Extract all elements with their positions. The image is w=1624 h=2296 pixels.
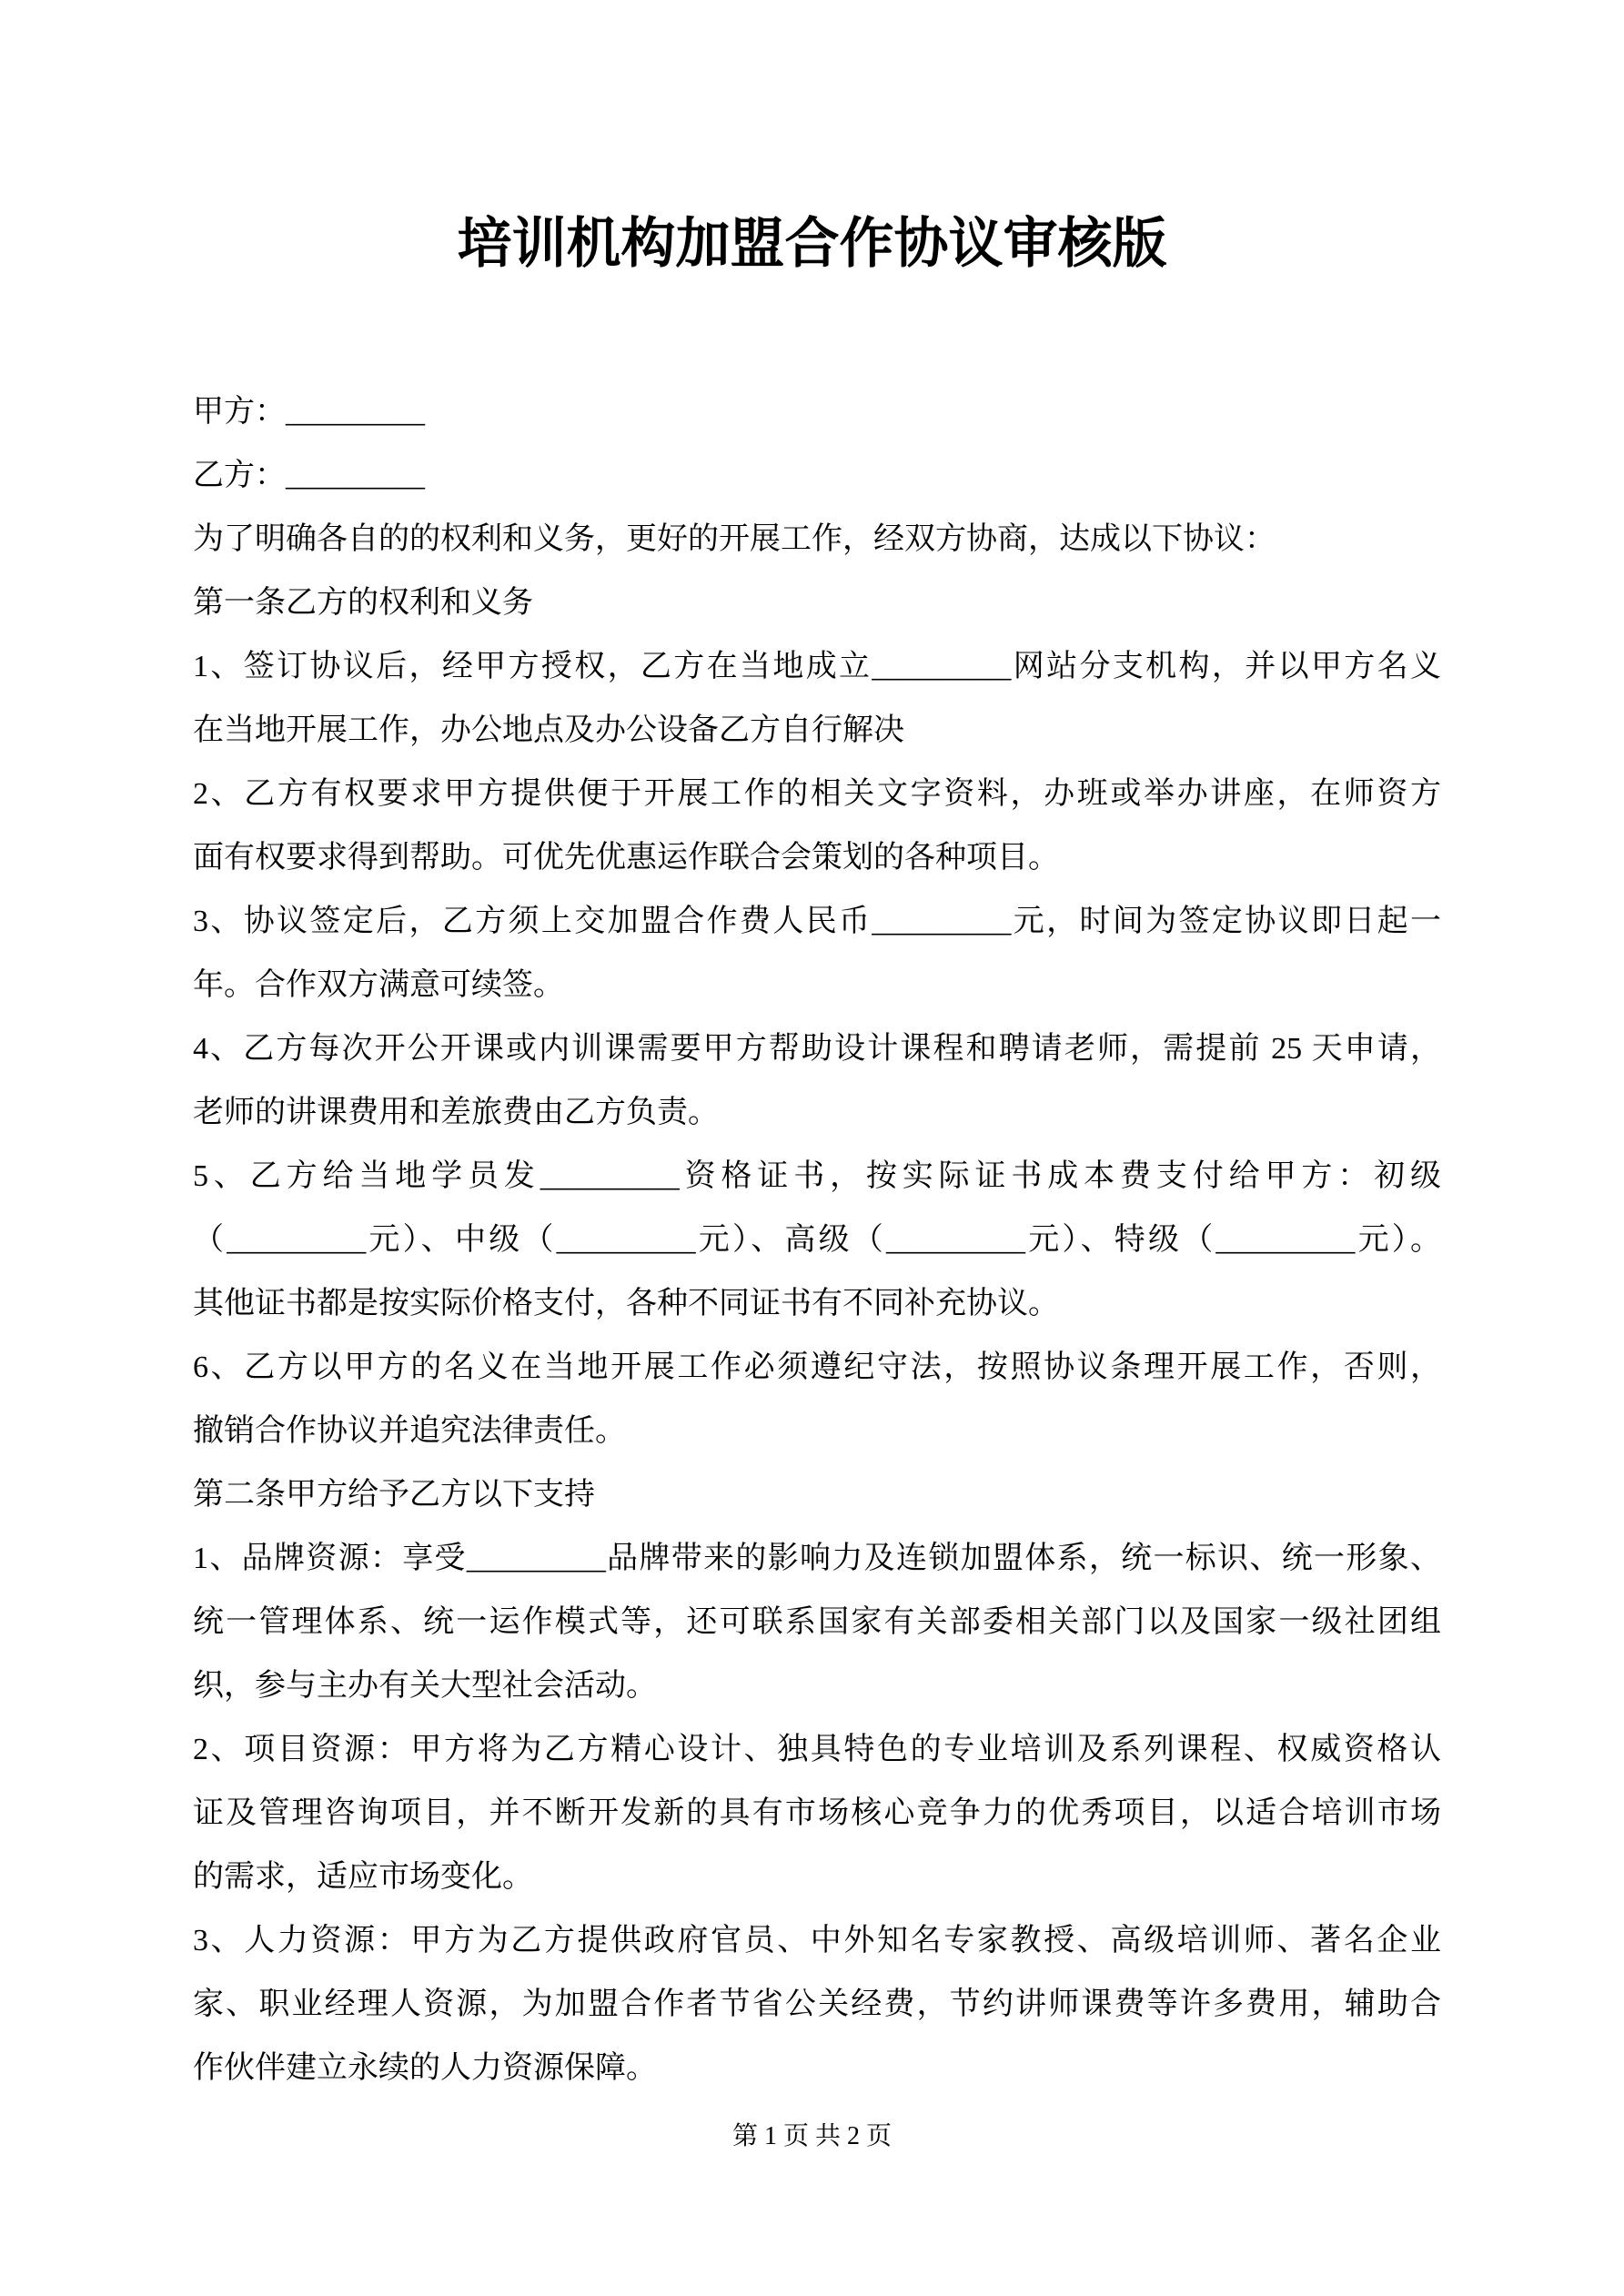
- text-line: 的需求，适应市场变化。: [193, 1860, 533, 1894]
- page-number-footer: 第 1 页 共 2 页: [731, 2122, 892, 2150]
- text-line: 2、乙方有权要求甲方提供便于开展工作的相关文字资料，办班或举办讲座，在师资方: [193, 777, 1441, 811]
- document-title: 培训机构加盟合作协议审核版: [457, 214, 1167, 274]
- text-line: 家、职业经理人资源，为加盟合作者节省公关经费，节约讲师课费等许多费用，辅助合: [193, 1988, 1441, 2021]
- text-line: 作伙伴建立永续的人力资源保障。: [193, 2051, 657, 2085]
- text-line: 为了明确各自的的权利和义务，更好的开展工作，经双方协商，达成以下协议：: [193, 522, 1276, 556]
- text-line: 2、项目资源：甲方将为乙方精心设计、独具特色的专业培训及系列课程、权威资格认: [193, 1733, 1441, 1766]
- text-line: 5、乙方给当地学员发_________资格证书，按实际证书成本费支付给甲方：初级: [193, 1159, 1441, 1193]
- text-line: 第一条乙方的权利和义务: [193, 586, 533, 620]
- text-line: 甲方：_________: [193, 395, 425, 429]
- text-line: 证及管理咨询项目，并不断开发新的具有市场核心竞争力的优秀项目，以适合培训市场: [193, 1796, 1441, 1830]
- text-line: 织，参与主办有关大型社会活动。: [193, 1669, 657, 1703]
- text-line: 6、乙方以甲方的名义在当地开展工作必须遵纪守法，按照协议条理开展工作，否则，: [193, 1350, 1441, 1384]
- text-line: 3、人力资源：甲方为乙方提供政府官员、中外知名专家教授、高级培训师、著名企业: [193, 1924, 1441, 1957]
- text-line: 乙方：_________: [193, 459, 425, 492]
- text-line: 面有权要求得到帮助。可优先优惠运作联合会策划的各种项目。: [193, 841, 1059, 875]
- text-line: 3、协议签定后，乙方须上交加盟合作费人民币_________元，时间为签定协议即日起一: [193, 905, 1441, 938]
- text-line: 4、乙方每次开公开课或内训课需要甲方帮助设计课程和聘请老师，需提前 25 天申请，: [193, 1032, 1441, 1066]
- text-line: 撤销合作协议并追究法律责任。: [193, 1414, 626, 1448]
- text-line: （_________元）、中级（_________元）、高级（_________元）、特级（_________元）。: [193, 1223, 1441, 1257]
- text-line: 老师的讲课费用和差旅费由乙方负责。: [193, 1096, 719, 1129]
- text-line: 在当地开展工作，办公地点及办公设备乙方自行解决: [193, 713, 904, 747]
- text-line: 年。合作双方满意可续签。: [193, 968, 564, 1002]
- text-line: 第二条甲方给予乙方以下支持: [193, 1478, 595, 1512]
- text-line: 1、签订协议后，经甲方授权，乙方在当地成立_________网站分支机构，并以甲方名义: [193, 650, 1441, 683]
- text-line: 统一管理体系、统一运作模式等，还可联系国家有关部委相关部门以及国家一级社团组: [193, 1605, 1441, 1639]
- text-line: 1、品牌资源：享受_________品牌带来的影响力及连锁加盟体系，统一标识、统一形象、: [193, 1542, 1441, 1575]
- text-line: 其他证书都是按实际价格支付，各种不同证书有不同补充协议。: [193, 1287, 1059, 1320]
- document-body: [193, 380, 1441, 2100]
